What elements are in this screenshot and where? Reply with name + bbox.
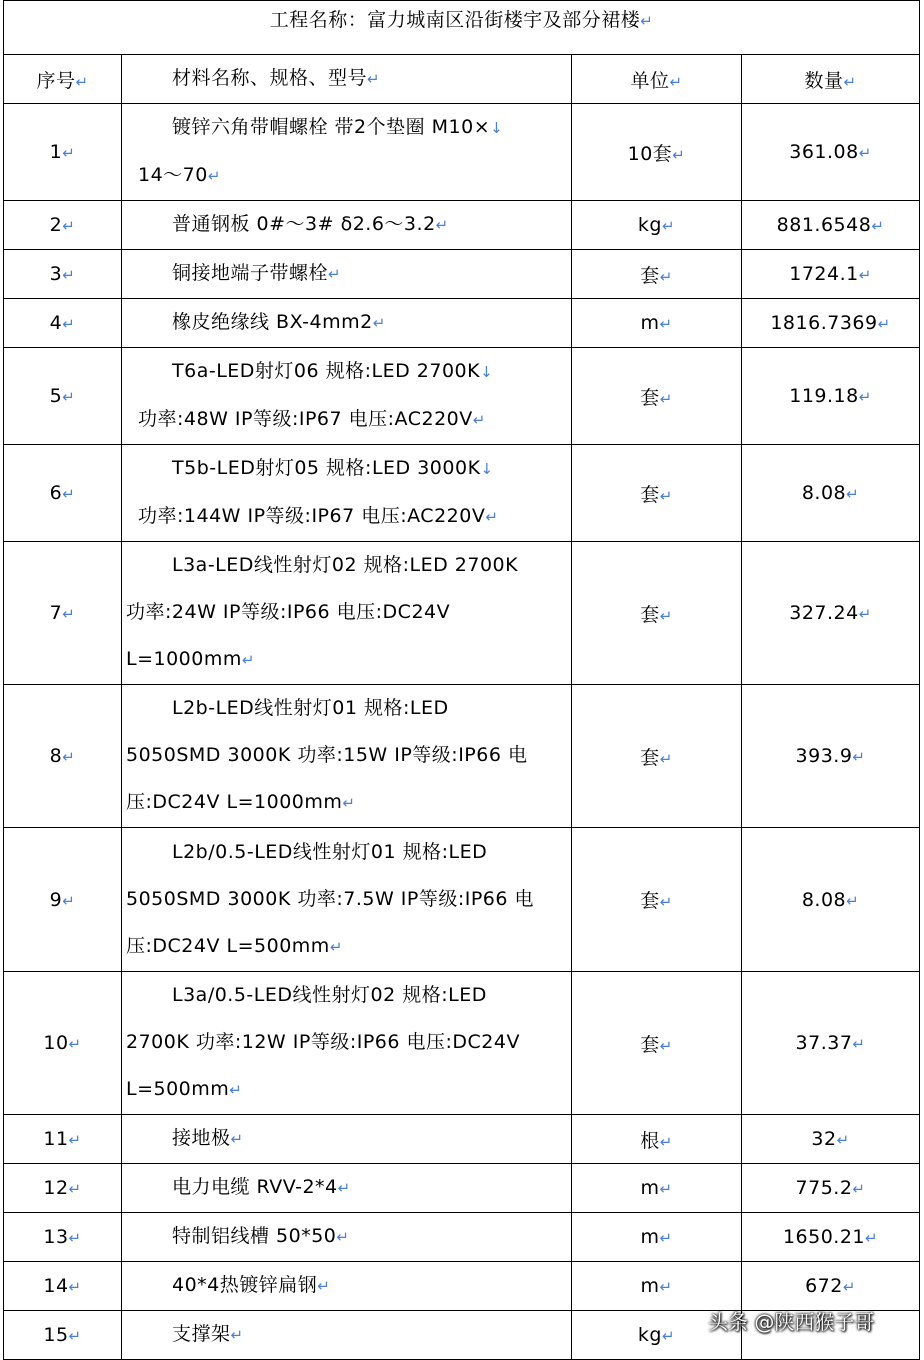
- row-number: 9↵: [4, 828, 122, 972]
- quantity-cell: 1816.7369↵: [742, 299, 920, 348]
- row-number: 1↵: [4, 104, 122, 201]
- row-number: 13↵: [4, 1213, 122, 1262]
- unit-cell: 套↵: [572, 685, 742, 828]
- table-row: [4, 972, 920, 1115]
- material-name: 支撑架↵: [122, 1311, 572, 1360]
- table-row: [4, 348, 920, 445]
- table-row: [4, 1262, 920, 1311]
- unit-cell: 套↵: [572, 972, 742, 1115]
- table-row: [4, 685, 920, 828]
- quantity-cell: 8.08↵: [742, 828, 920, 972]
- row-number: 11↵: [4, 1115, 122, 1164]
- row-number: 12↵: [4, 1164, 122, 1213]
- unit-cell: m↵: [572, 1164, 742, 1213]
- header-row: [4, 55, 920, 104]
- watermark: 头条 @陕西猴子哥: [708, 1310, 875, 1334]
- table-row: [4, 299, 920, 348]
- table-row: [4, 1213, 920, 1262]
- unit-cell: m↵: [572, 1262, 742, 1311]
- row-number: 4↵: [4, 299, 122, 348]
- quantity-cell: 327.24↵: [742, 542, 920, 685]
- table-row: [4, 104, 920, 201]
- header-qty: 数量↵: [742, 55, 920, 104]
- material-name: 铜接地端子带螺栓↵: [122, 250, 572, 299]
- unit-cell: 套↵: [572, 348, 742, 445]
- material-name: 40*4热镀锌扁钢↵: [122, 1262, 572, 1311]
- quantity-cell: 672↵: [742, 1262, 920, 1311]
- table-row: [4, 828, 920, 972]
- row-number: 7↵: [4, 542, 122, 685]
- quantity-cell: 119.18↵: [742, 348, 920, 445]
- quantity-cell: 361.08↵: [742, 104, 920, 201]
- unit-cell: m↵: [572, 1213, 742, 1262]
- material-table: [3, 0, 920, 1360]
- unit-cell: 根↵: [572, 1115, 742, 1164]
- header-unit: 单位↵: [572, 55, 742, 104]
- table-row: [4, 250, 920, 299]
- unit-cell: 套↵: [572, 445, 742, 542]
- quantity-cell: 881.6548↵: [742, 201, 920, 250]
- table-row: [4, 445, 920, 542]
- material-name: 普通钢板 0#～3# δ2.6～3.2↵: [122, 201, 572, 250]
- material-name: 接地极↵: [122, 1115, 572, 1164]
- unit-cell: kg↵: [572, 201, 742, 250]
- quantity-cell: 393.9↵: [742, 685, 920, 828]
- quantity-cell: 1650.21↵: [742, 1213, 920, 1262]
- header-no: 序号↵: [4, 55, 122, 104]
- material-name: L3a/0.5-LED线性射灯02 规格:LED 2700K 功率:12W IP等级:IP66 电压:DC24V L=500mm↵: [122, 972, 572, 1115]
- row-number: 2↵: [4, 201, 122, 250]
- unit-cell: kg↵: [572, 1311, 742, 1360]
- material-name: L2b-LED线性射灯01 规格:LED 5050SMD 3000K 功率:15W IP等级:IP66 电 压:DC24V L=1000mm↵: [122, 685, 572, 828]
- table-row: [4, 1164, 920, 1213]
- material-name: L3a-LED线性射灯02 规格:LED 2700K 功率:24W IP等级:IP66 电压:DC24V L=1000mm↵: [122, 542, 572, 685]
- unit-cell: 套↵: [572, 828, 742, 972]
- quantity-cell: 32↵: [742, 1115, 920, 1164]
- quantity-cell: 8.08↵: [742, 445, 920, 542]
- material-name: 镀锌六角带帽螺栓 带2个垫圈 M10×↓ 14～70↵: [122, 104, 572, 201]
- row-number: 6↵: [4, 445, 122, 542]
- table-row: [4, 542, 920, 685]
- material-name: T5b-LED射灯05 规格:LED 3000K↓ 功率:144W IP等级:IP67 电压:AC220V↵: [122, 445, 572, 542]
- material-name: 橡皮绝缘线 BX-4mm2↵: [122, 299, 572, 348]
- row-number: 5↵: [4, 348, 122, 445]
- row-number: 15↵: [4, 1311, 122, 1360]
- header-name: 材料名称、规格、型号↵: [122, 55, 572, 104]
- unit-cell: 套↵: [572, 542, 742, 685]
- row-number: 8↵: [4, 685, 122, 828]
- quantity-cell: 1724.1↵: [742, 250, 920, 299]
- quantity-cell: 775.2↵: [742, 1164, 920, 1213]
- material-name: T6a-LED射灯06 规格:LED 2700K↓ 功率:48W IP等级:IP67 电压:AC220V↵: [122, 348, 572, 445]
- row-number: 3↵: [4, 250, 122, 299]
- row-number: 10↵: [4, 972, 122, 1115]
- row-number: 14↵: [4, 1262, 122, 1311]
- title-row: [4, 1, 920, 55]
- material-name: L2b/0.5-LED线性射灯01 规格:LED 5050SMD 3000K 功率:7.5W IP等级:IP66 电 压:DC24V L=500mm↵: [122, 828, 572, 972]
- unit-cell: 套↵: [572, 250, 742, 299]
- material-name: 电力电缆 RVV-2*4↵: [122, 1164, 572, 1213]
- table-row: [4, 1115, 920, 1164]
- unit-cell: m↵: [572, 299, 742, 348]
- project-title: 工程名称：富力城南区沿街楼宇及部分裙楼↵: [4, 1, 920, 55]
- quantity-cell: 37.37↵: [742, 972, 920, 1115]
- unit-cell: 10套↵: [572, 104, 742, 201]
- material-name: 特制铝线槽 50*50↵: [122, 1213, 572, 1262]
- table-row: [4, 201, 920, 250]
